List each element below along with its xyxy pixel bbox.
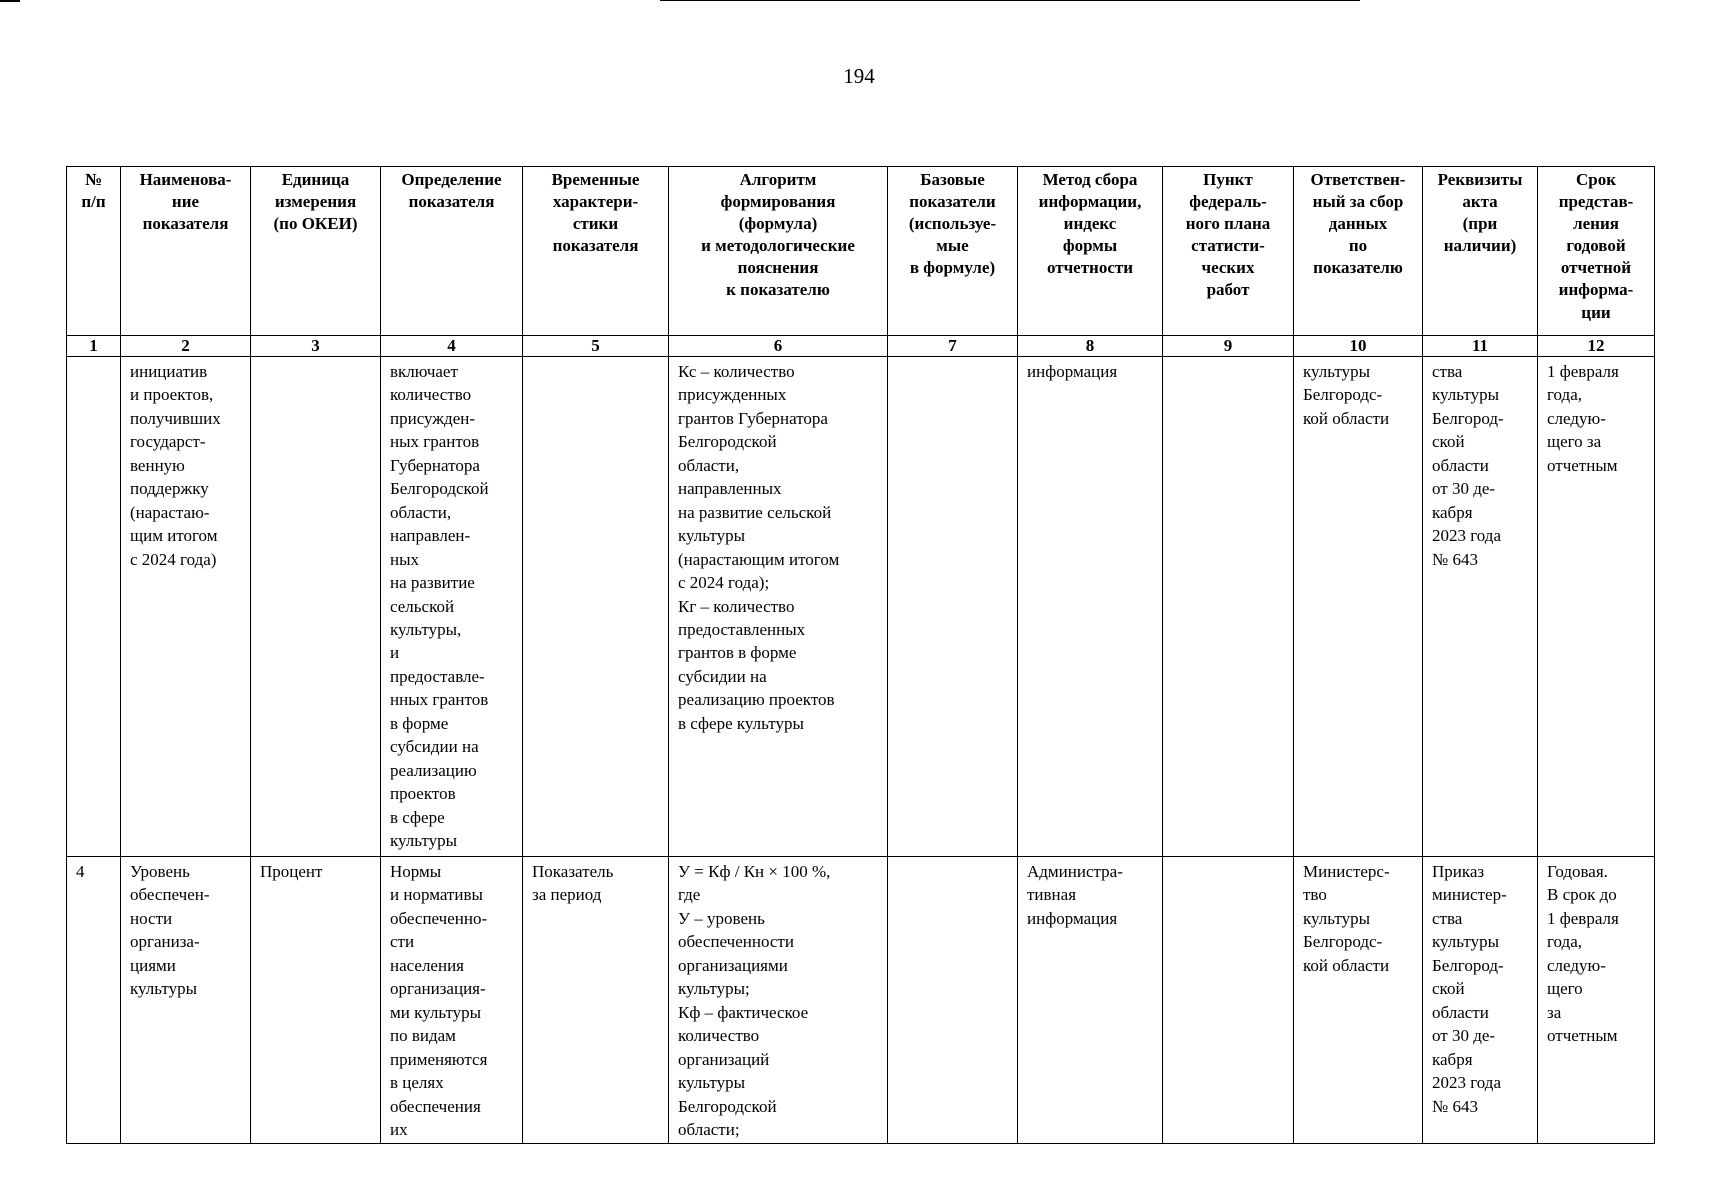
header-cell-act-details: Реквизиты акта (при наличии): [1423, 167, 1538, 336]
column-number: 2: [121, 336, 251, 357]
column-number-row: [67, 336, 1655, 357]
header-cell-number: № п/п: [67, 167, 121, 336]
table-cell-algorithm: Кс – количество присужденных грантов Губернатора Белгородской области, направленных на развитие сельской культуры (нарастающим итогом с 2024 года); Кг – количество предоставленных грантов в форме субсидии на реализацию проектов в сфере культуры: [669, 357, 888, 857]
column-number: 11: [1423, 336, 1538, 357]
table-cell-responsible: Министерс- тво культуры Белгородс- кой области: [1294, 857, 1423, 1144]
table-cell-base-indicators: [888, 357, 1018, 857]
header-cell-unit: Единица измерения (по ОКЕИ): [251, 167, 381, 336]
column-number: 9: [1163, 336, 1294, 357]
column-number: 10: [1294, 336, 1423, 357]
table-cell-deadline: Годовая. В срок до 1 февраля года, следую- щего за отчетным: [1538, 857, 1655, 1144]
column-number: 12: [1538, 336, 1655, 357]
table-cell-time-characteristics: [523, 357, 669, 857]
table-cell-act-details: Приказ министер- ства культуры Белгород- ской области от 30 де- кабря 2023 года № 643: [1423, 857, 1538, 1144]
header-cell-collection-method: Метод сбора информации, индекс формы отчетности: [1018, 167, 1163, 336]
table-cell-indicator-name: Уровень обеспечен- ности организа- циями культуры: [121, 857, 251, 1144]
table-cell-definition: включает количество присужден- ных грантов Губернатора Белгородской области, направлен- ных на развитие сельской культуры, и предоставле- нных грантов в форме субсидии на реализацию проектов в сфере культуры: [381, 357, 523, 857]
column-number: 6: [669, 336, 888, 357]
indicator-table: [66, 166, 1655, 1144]
table-cell-unit: Процент: [251, 857, 381, 1144]
column-number: 1: [67, 336, 121, 357]
table-row: [67, 857, 1655, 1144]
table-row: [67, 357, 1655, 857]
table-cell-number: [67, 357, 121, 857]
header-cell-definition: Определение показателя: [381, 167, 523, 336]
table-cell-federal-plan: [1163, 357, 1294, 857]
top-edge-mark: [0, 0, 20, 2]
table-cell-federal-plan: [1163, 857, 1294, 1144]
table-cell-number: 4: [67, 857, 121, 1144]
table-cell-deadline: 1 февраля года, следую- щего за отчетным: [1538, 357, 1655, 857]
table-cell-act-details: ства культуры Белгород- ской области от 30 де- кабря 2023 года № 643: [1423, 357, 1538, 857]
table-cell-algorithm: У = Кф / Кн × 100 %, где У – уровень обеспеченности организациями культуры; Кф – фактическое количество организаций культуры Белгородской области;: [669, 857, 888, 1144]
column-number: 3: [251, 336, 381, 357]
table-cell-time-characteristics: Показатель за период: [523, 857, 669, 1144]
header-row: [67, 167, 1655, 336]
table-cell-definition: Нормы и нормативы обеспеченно- сти населения организация- ми культуры по видам применяются в целях обеспечения их: [381, 857, 523, 1144]
table-cell-collection-method: информация: [1018, 357, 1163, 857]
column-number: 8: [1018, 336, 1163, 357]
header-cell-algorithm: Алгоритм формирования (формула) и методологические пояснения к показателю: [669, 167, 888, 336]
column-number: 5: [523, 336, 669, 357]
header-cell-indicator-name: Наименова- ние показателя: [121, 167, 251, 336]
header-cell-base-indicators: Базовые показатели (используе- мые в формуле): [888, 167, 1018, 336]
table-cell-unit: [251, 357, 381, 857]
header-cell-responsible: Ответствен- ный за сбор данных по показателю: [1294, 167, 1423, 336]
table-cell-indicator-name: инициатив и проектов, получивших государст- венную поддержку (нарастаю- щим итогом с 2024 года): [121, 357, 251, 857]
table-cell-collection-method: Администра- тивная информация: [1018, 857, 1163, 1144]
table-cell-base-indicators: [888, 857, 1018, 1144]
column-number: 4: [381, 336, 523, 357]
page-number: 194: [843, 64, 875, 88]
table-cell-responsible: культуры Белгородс- кой области: [1294, 357, 1423, 857]
header-cell-deadline: Срок представ- ления годовой отчетной информа- ции: [1538, 167, 1655, 336]
header-cell-federal-plan: Пункт федераль- ного плана статисти- ческих работ: [1163, 167, 1294, 336]
header-cell-time-characteristics: Временные характери- стики показателя: [523, 167, 669, 336]
top-edge-mark: [660, 0, 1360, 1]
column-number: 7: [888, 336, 1018, 357]
